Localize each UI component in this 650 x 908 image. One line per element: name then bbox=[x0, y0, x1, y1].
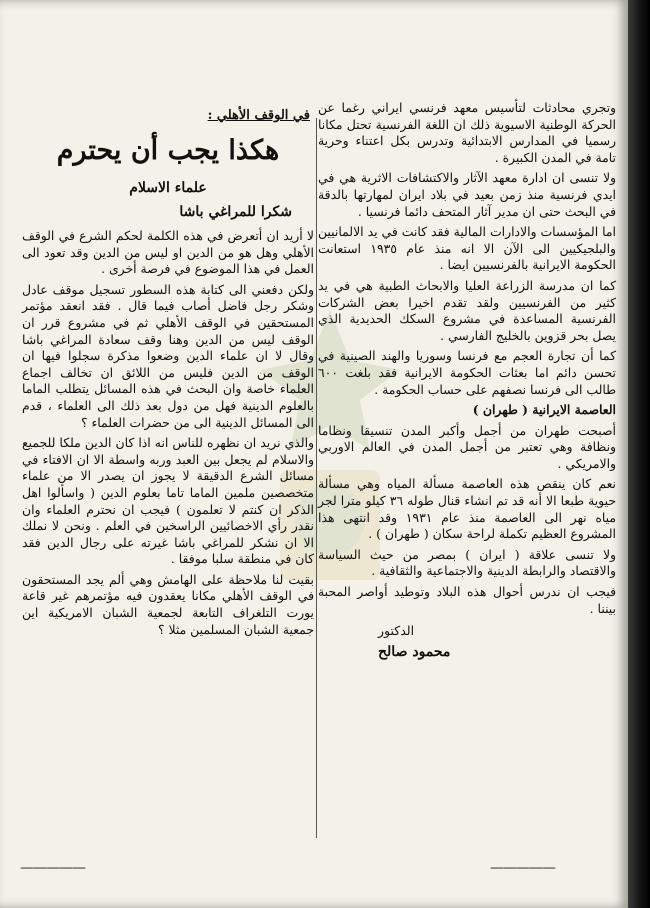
signature-name: محمود صالح bbox=[378, 643, 451, 660]
right-paragraph: فيجب ان ندرس أحوال هذه البلاد وتوطيد أواصر المحبة بيننا . bbox=[318, 584, 616, 616]
left-paragraph: لا أريد ان أتعرض في هذه الكلمة لحكم الشرع في الوقف الأهلي وهل هو من الدين او ليس من الدين وقد تعود الى العمل في هذا الموضوع في فرصة أخرى . bbox=[22, 228, 314, 277]
left-paragraph: بقيت لنا ملاحظة على الهامش وهي ألم يجد المستحقون في الوقف الأهلي مكانا يعقدون فيه مؤتمرهم غير قاعة يورت التلغراف التابعة لجمعية الشبان الامريكية اين جمعية الشبان المسلمين مثلا ؟ bbox=[22, 571, 314, 637]
right-paragraph: ولا تنسى علاقة ( ايران ) بمصر من حيث السياسة والاقتصاد والرابطة الدينية والاجتماعية والثقافية . bbox=[318, 546, 616, 579]
article-salutation: شكرا للمراغي باشا bbox=[179, 204, 292, 220]
left-paragraph: ولكن دفعني الى كتابة هذه السطور تسجيل موقف عادل وشكر رجل فاضل أصاب فيما قال . فقد انعقد مؤتمر المستحقين في الوقف الأهلي ثم في مشروع قرر ان الوقف ليس من الدين وهنا وقف سعادة المراغي باشا وقال لا ان علماء الدين وضعوا مذكرة سجلوا فيها ان الوقف من الدين فليس من اللائق ان تخالف اجماع العلماء خاصة وان البحث في هذه المسائل يتطلب الماما بالعلوم الدينية فهل من دول بعد ذلك الى العلماء ، قدم الى المسائل الدينية الى من حضرات العلماء ؟ bbox=[22, 281, 314, 430]
signature-title: الدكتور bbox=[378, 623, 415, 639]
right-paragraph: وتجري محادثات لتأسيس معهد فرنسي ايراني رغما عن الحركة الوطنية الاسيوية ذلك ان اللغة الفرنسية تحتل مكانا رسميا في المدارس الابتدائية وتدرس بكل اعتناء وحرية تامة في المدن الكبيرة . bbox=[318, 100, 616, 165]
right-paragraph: كما ان مدرسة الزراعة العليا والابحاث الطبية هي في يد كثير من الفرنسيين ولقد تقدم اخيرا بعض الشركات الفرنسية المساعدة في مشروع السكك الحديدية الذي يصل بحر قزوين بالخليج الفارسي . bbox=[318, 277, 616, 343]
column-divider bbox=[316, 118, 317, 838]
bottom-ornament-left: ————— bbox=[20, 860, 85, 876]
right-paragraph: نعم كان ينقص هذه العاصمة مسألة المياه وهي مسألة حيوية طبعا الا أنه قد تم انشاء قنال طوله ٣٦ كيلو مترا لجر مياه نهر الى العاصمة منذ عام ١٩٣١ وقد انتهى هذا المشروع العظيم تكملة لراحة سكان ( طهران ) . bbox=[318, 476, 616, 542]
right-paragraph: اما المؤسسات والادارات المالية فقد كانت في يد الالمانيين والبلجيكيين الى الآن الا انه منذ عام ١٩٣٥ استعانت الحكومة الايرانية بالفرنسيين ايضا . bbox=[318, 224, 616, 273]
right-paragraph: أصبحت طهران من أجمل وأكبر المدن تنسيقا ونظاما ونظافة وهي تعتبر من أجمل المدن في العالم الاوربي والامريكي . bbox=[318, 422, 616, 471]
section-label: في الوقف الأهلي : bbox=[207, 108, 310, 123]
book-binding-edge bbox=[628, 0, 650, 908]
right-subheading: العاصمة الايرانية ( طهران ) bbox=[472, 402, 616, 418]
bottom-ornament-right: ————— bbox=[490, 860, 555, 876]
article-subhead: علماء الاسلام bbox=[129, 180, 207, 196]
left-paragraph: والذي نريد ان نظهره للناس انه اذا كان الدين ملكا للجميع والاسلام لم يجعل بين العبد وربه واسطة الا ان الافتاء في مسائل الشرع الدقيقة لا يجوز ان يصدر الا من علماء متخصصين ملمين الماما تاما بعلوم الدين ( واسألوا اهل الذكر ان كنتم لا تعلمون ) فيجب ان نحترم العلماء وان نقدر رأي الاخصائيين الراسخين في العلم . ونحن لا نملك الا ان نشكر للمراغي باشا غيرته على رجال الدين فقد كان في منطقة سلبا موفقا . bbox=[22, 435, 314, 567]
right-column bbox=[318, 100, 616, 664]
right-paragraph: ولا تنسى ان ادارة معهد الآثار والاكتشافات الاثرية هي في ايدي فرنسية منذ زمن بعيد في بلاد ايران لمهارتها بالدقة في البحث حتى ان مدير آثار المتحف دائما فرنسيا . bbox=[318, 170, 616, 219]
right-paragraph: كما أن تجارة العجم مع فرنسا وسوريا والهند الصينية في تحسن دائم اما بعثات الحكومة الايرانية فقد بلغت ٦٠٠ طالب الى فرنسا نصفهم على حساب الحكومة . bbox=[318, 348, 616, 397]
article-headline: هكذا يجب أن يحترم bbox=[56, 135, 280, 166]
left-column bbox=[22, 108, 314, 642]
